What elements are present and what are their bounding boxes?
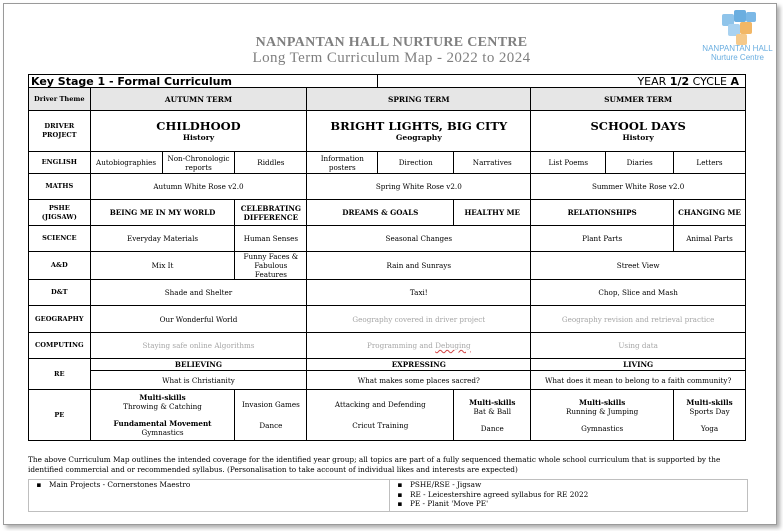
pshe-spring-1: DREAMS & GOALS	[307, 200, 454, 226]
geography-label: GEOGRAPHY	[29, 306, 91, 333]
english-label: ENGLISH	[29, 152, 91, 174]
english-autumn-2: Non-Chronologic reports	[162, 152, 235, 174]
pe-summer-1: Multi-skills Running & Jumping Gymnastics	[531, 390, 674, 441]
geography-summer: Geography revision and retrieval practice	[531, 306, 746, 333]
english-autumn-3: Riddles	[235, 152, 307, 174]
dt-spring: Taxi!	[307, 280, 531, 306]
pshe-autumn-1: BEING ME IN MY WORLD	[90, 200, 235, 226]
re-header-row	[29, 359, 746, 371]
pe-summer-2: Multi-skills Sports Day Yoga	[674, 390, 746, 441]
re-content-row	[29, 371, 746, 390]
re-spring: What makes some places sacred?	[307, 371, 531, 390]
term-header-row	[29, 88, 746, 111]
english-row	[29, 152, 746, 174]
ad-autumn-2: Funny Faces & Fabulous Features	[235, 252, 307, 280]
driver-project-row	[29, 111, 746, 152]
logo-text-line2: Nurture Centre	[711, 53, 764, 62]
re-autumn-head: BELIEVING	[90, 359, 307, 371]
autumn-driver-cell: CHILDHOOD History	[90, 111, 307, 152]
re-label: RE	[29, 359, 91, 390]
year-cycle-label: YEAR 1/2 CYCLE A	[378, 75, 746, 88]
pe-autumn-2: Invasion Games Dance	[235, 390, 307, 441]
pe-spring-2: Multi-skills Bat & Ball Dance	[454, 390, 531, 441]
driver-theme-label: Driver Theme	[29, 88, 91, 111]
computing-autumn: Staying safe online Algorithms	[90, 333, 307, 359]
page-subtitle: Long Term Curriculum Map - 2022 to 2024	[252, 50, 531, 66]
spring-term-header: SPRING TERM	[307, 88, 531, 111]
page-title: NANPANTAN HALL NURTURE CENTRE	[255, 35, 528, 50]
science-summer-1: Plant Parts	[531, 226, 674, 252]
pe-spring-1: Attacking and Defending Cricut Training	[307, 390, 454, 441]
spring-driver-cell: BRIGHT LIGHTS, BIG CITY Geography	[307, 111, 531, 152]
science-spring: Seasonal Changes	[307, 226, 531, 252]
pshe-autumn-2: CELEBRATING DIFFERENCE	[235, 200, 307, 226]
re-summer: What does it mean to belong to a faith community?	[531, 371, 746, 390]
dt-summer: Chop, Slice and Mash	[531, 280, 746, 306]
computing-summer: Using data	[531, 333, 746, 359]
computing-spring: Programming and Debuging	[307, 333, 531, 359]
resource-item: ▪ RE - Leicestershire agreed syllabus for RE 2022	[397, 489, 589, 499]
geography-spring: Geography covered in driver project	[307, 306, 531, 333]
pe-autumn-1: Multi-skills Throwing & Catching Fundamental Movement Gymnastics	[90, 390, 235, 441]
pshe-row	[29, 200, 746, 226]
footer-note: The above Curriculum Map outlines the intended coverage for the identified year group; all topics are part of a fully sequenced thematic whole school curriculum that is supported by the identified commercial and or recommended syllabus. (Personalisation to take account of individual likes and interests are expected)	[28, 455, 721, 474]
pshe-spring-2: HEALTHY ME	[454, 200, 531, 226]
science-row	[29, 226, 746, 252]
re-summer-head: LIVING	[531, 359, 746, 371]
ad-summer: Street View	[531, 252, 746, 280]
ad-label: A&D	[29, 252, 91, 280]
english-autumn-1: Autobiographies	[90, 152, 162, 174]
english-summer-3: Letters	[674, 152, 746, 174]
geography-row	[29, 306, 746, 333]
science-autumn-2: Human Senses	[235, 226, 307, 252]
curriculum-table	[28, 74, 746, 441]
autumn-term-header: AUTUMN TERM	[90, 88, 307, 111]
pe-label: PE	[29, 390, 91, 441]
english-spring-2: Direction	[378, 152, 454, 174]
resource-item: ▪ Main Projects - Cornerstones Maestro	[36, 480, 191, 489]
dt-row	[29, 280, 746, 306]
english-spring-3: Narratives	[454, 152, 531, 174]
maths-row	[29, 174, 746, 200]
dt-autumn: Shade and Shelter	[90, 280, 307, 306]
ad-spring: Rain and Sunrays	[307, 252, 531, 280]
summer-driver-cell: SCHOOL DAYS History	[531, 111, 746, 152]
dt-label: D&T	[29, 280, 91, 306]
maths-summer: Summer White Rose v2.0	[531, 174, 746, 200]
pshe-label: PSHE (JIGSAW)	[29, 200, 91, 226]
maths-autumn: Autumn White Rose v2.0	[90, 174, 307, 200]
key-stage-label: Key Stage 1 - Formal Curriculum	[29, 75, 378, 88]
ad-autumn-1: Mix It	[90, 252, 235, 280]
geography-autumn: Our Wonderful World	[90, 306, 307, 333]
maths-spring: Spring White Rose v2.0	[307, 174, 531, 200]
pshe-summer-1: RELATIONSHIPS	[531, 200, 674, 226]
summer-term-header: SUMMER TERM	[531, 88, 746, 111]
topbar-row	[29, 75, 746, 88]
resource-item: ▪ PSHE/RSE - Jigsaw	[397, 480, 482, 489]
computing-label: COMPUTING	[29, 333, 91, 359]
english-spring-1: Information posters	[307, 152, 378, 174]
ad-row	[29, 252, 746, 280]
english-summer-2: Diaries	[606, 152, 674, 174]
maths-label: MATHS	[29, 174, 91, 200]
re-autumn: What is Christianity	[90, 371, 307, 390]
resource-item: ▪ PE - Planit 'Move PE'	[397, 499, 489, 509]
computing-row	[29, 333, 746, 359]
re-spring-head: EXPRESSING	[307, 359, 531, 371]
science-label: SCIENCE	[29, 226, 91, 252]
resources-box	[28, 479, 748, 512]
pshe-summer-2: CHANGING ME	[674, 200, 746, 226]
logo-text-line1: NANPANTAN HALL	[702, 44, 773, 53]
science-autumn-1: Everyday Materials	[90, 226, 235, 252]
resources-left	[29, 480, 390, 511]
english-summer-1: List Poems	[531, 152, 606, 174]
pe-row	[29, 390, 746, 441]
resources-right	[390, 480, 588, 509]
driver-project-label: DRIVER PROJECT	[29, 111, 91, 152]
science-summer-2: Animal Parts	[674, 226, 746, 252]
